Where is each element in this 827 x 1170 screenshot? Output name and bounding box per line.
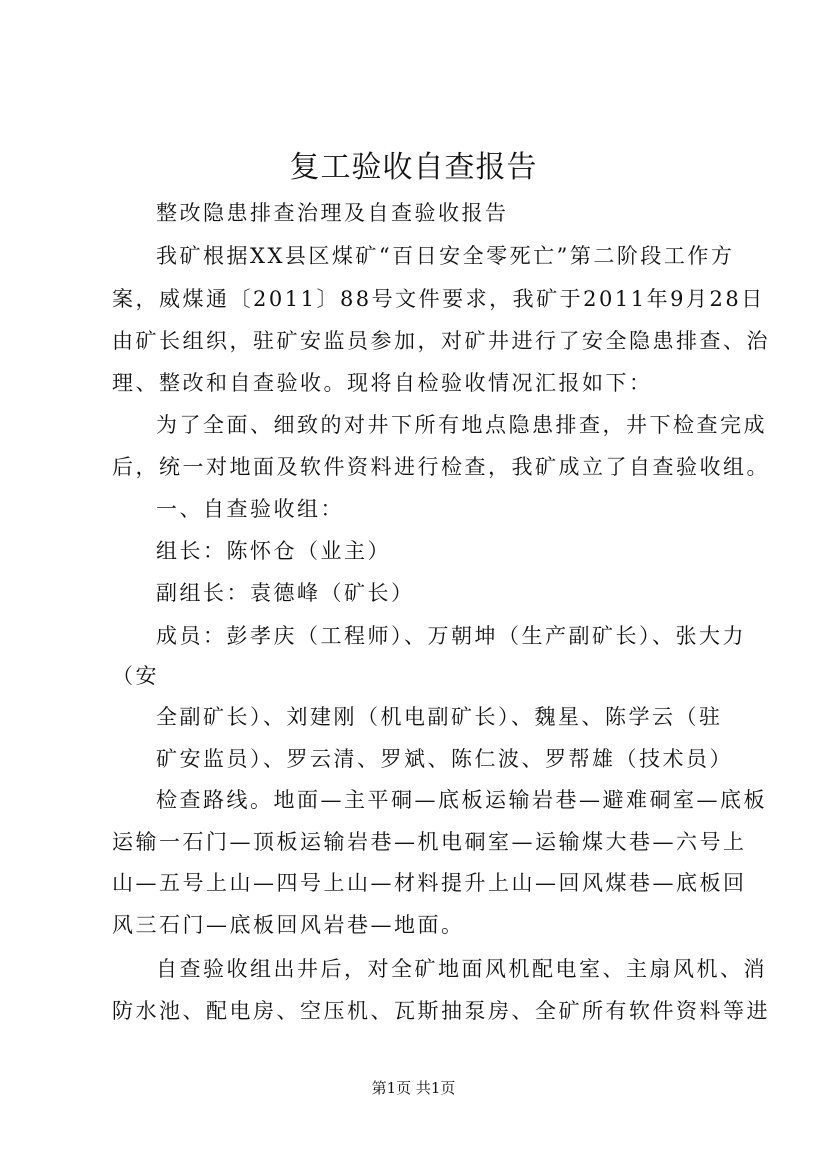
paragraph-line: 为了全面、细致的对井下所有地点隐患排查，井下检查完成 (156, 413, 767, 437)
paragraph-line: 运输一石门—顶板运输岩巷—机电硐室—运输煤大巷—六号上 (112, 830, 747, 854)
document-title: 复工验收自查报告 (289, 150, 538, 185)
paragraph-line: 防水池、配电房、空压机、瓦斯抽泵房、全矿所有软件资料等进 (112, 999, 770, 1023)
section-heading: 一、自查验收组： (156, 497, 344, 521)
paragraph-line: 山—五号上山—四号上山—材料提升上山—回风煤巷—底板回 (112, 871, 747, 895)
paragraph-line: 成员：彭孝庆（工程师）、万朝坤（生产副矿长）、张大力 (156, 624, 746, 648)
paragraph-line: 由矿长组织，驻矿安监员参加，对矿井进行了安全隐患排查、治 (112, 329, 770, 353)
paragraph-line: （安 (112, 664, 159, 688)
paragraph-line: 整改隐患排查治理及自查验收报告 (156, 201, 509, 225)
paragraph-line: 理、整改和自查验收。现将自检验收情况汇报如下： (112, 371, 653, 395)
paragraph-line: 后，统一对地面及软件资料进行检查，我矿成立了自查验收组。 (112, 455, 770, 479)
page-number-footer: 第1页 共1页 (371, 1079, 456, 1097)
paragraph-line: 案，威煤通〔2011〕88号文件要求，我矿于2011年9月28日 (112, 287, 765, 311)
paragraph-line: 副组长：袁德峰（矿长） (156, 581, 415, 605)
paragraph-line: 组长：陈怀仓（业主） (156, 539, 391, 563)
paragraph-line: 矿安监员）、罗云清、罗斌、陈仁波、罗帮雄（技术员） (156, 747, 733, 771)
paragraph-line: 我矿根据XX县区煤矿“百日安全零死亡”第二阶段工作方 (156, 244, 735, 268)
paragraph-line: 全副矿长）、刘建刚（机电副矿长）、魏星、陈学云（驻 (156, 705, 723, 729)
paragraph-line: 风三石门—底板回风岩巷—地面。 (112, 913, 465, 937)
paragraph-line: 检查路线。地面—主平硐—底板运输岩巷—避难硐室—底板 (156, 788, 767, 812)
paragraph-line: 自查验收组出井后，对全矿地面风机配电室、主扇风机、消 (156, 957, 767, 981)
